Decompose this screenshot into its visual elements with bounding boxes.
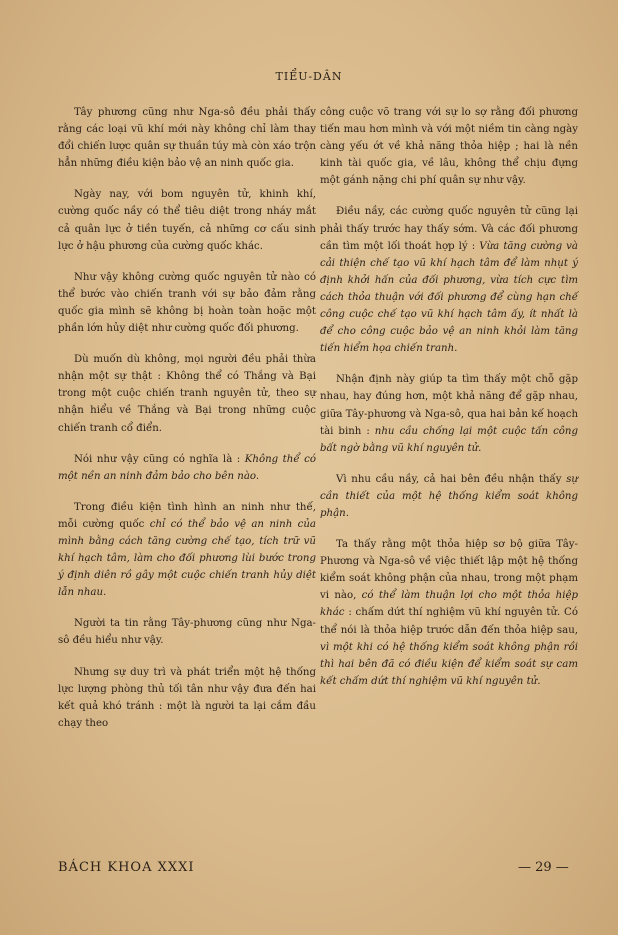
paragraph: [58, 499, 316, 602]
emphasis-text: sự cần thiết của một hệ thống kiểm soát không phận.: [320, 473, 578, 519]
body-text: Tây phương cũng như Nga-sô đều phải thấy rằng các loại vũ khí mới này không chỉ làm thay đổi chiến lược quân sự thuần túy mà còn xáo trộn hẳn những điều kiện bảo vệ an ninh quốc gia.: [58, 107, 316, 170]
left-column: [58, 104, 316, 746]
paragraph: [320, 371, 578, 456]
body-text: Điều nầy, các cường quốc nguyên tử cũng lại phải thấy trước hay thấy sớm. Và các đối phương cần tìm một lối thoát hợp lý :: [320, 206, 578, 252]
paragraph: [58, 351, 316, 436]
paragraph: [320, 471, 578, 522]
paragraph: [58, 615, 316, 649]
body-text: Dù muốn dù không, mọi người đều phải thừa nhận một sự thật : Không thể có Thắng và Bại trong một cuộc chiến tranh nguyên tử, theo sự nhận hiểu về Thắng và Bại trong những cuộc chiến tranh cổ điển.: [58, 354, 316, 434]
emphasis-text: chỉ có thể bảo vệ an ninh của mình bằng cách tăng cường chế tạo, tích trữ vũ khí hạch tâm, làm cho đối phương lùi bước trong ý định diên rồ gây một cuộc chiến tranh hủy diệt lẫn nhau.: [58, 518, 316, 599]
paragraph: [58, 451, 316, 485]
paragraph: [58, 664, 316, 732]
body-text: Người ta tin rằng Tây-phương cũng như Nga-sô đều hiểu như vậy.: [58, 618, 316, 647]
body-text: Ta thấy rằng một thỏa hiệp sơ bộ giữa Tây-Phương và Nga-sô về việc thiết lập một hệ thống kiểm soát không phận của nhau, trong một phạm vi nào,: [320, 539, 578, 602]
body-text: : chấm dứt thí nghiệm vũ khí nguyên tử. Có thể nói là thỏa hiệp trước dẫn đến thỏa hiệp sau,: [320, 607, 578, 636]
paragraph: [58, 104, 316, 172]
emphasis-text: nhu cầu chống lại một cuộc tấn công bất ngờ bằng vũ khí nguyên tử.: [320, 425, 578, 454]
body-text: Trong điều kiện tình hình an ninh như thế, mỗi cường quốc: [58, 501, 316, 530]
journal-name: BÁCH KHOA XXXI: [58, 860, 195, 875]
page-number: — 29 —: [518, 860, 569, 875]
body-text: Nói như vậy cũng có nghĩa là :: [74, 453, 245, 465]
body-text: Nhận định này giúp ta tìm thấy một chỗ gặp nhau, hay đúng hơn, một khả năng để gặp nhau, giữa Tây-phương và Nga-sô, qua hai bản kế hoạch tài binh :: [320, 374, 579, 437]
body-text: công cuộc võ trang với sự lo sợ rằng đối phương tiến mau hơn mình và với một niềm tin càng ngày càng yếu ớt về khả năng thỏa hiệp ; hai là nền kinh tài quốc gia, về lâu, không thể chịu đựng một gánh nặng chi phí quân sự như vậy.: [320, 107, 578, 187]
body-text: Ngày nay, với bom nguyên tử, khinh khí, cường quốc nầy có thể tiêu diệt trong nháy mắt cả quân lực ở tiền tuyến, cả những cơ cấu sinh lực ở hậu phương của cường quốc khác.: [58, 189, 316, 252]
paragraph: [320, 536, 578, 690]
emphasis-text: vì một khi có hệ thống kiểm soát không phận rồi thì hai bên đã có điều kiện để kiểm soát sự cam kết chấm dứt thí nghiệm vũ khí nguyên tử.: [320, 641, 578, 687]
body-text: Nhưng sự duy trì và phát triển một hệ thống lực lượng phòng thủ tối tân như vậy đưa đến hai kết quả khó tránh : một là người ta lại cắm đầu chạy theo: [58, 666, 316, 729]
right-column: [320, 104, 578, 704]
emphasis-text: Không thể có một nền an ninh đảm bảo cho bên nào.: [58, 453, 316, 482]
body-text: Vì nhu cầu nầy, cả hai bên đều nhận thấy: [336, 473, 567, 485]
paragraph: [320, 104, 578, 189]
emphasis-text: có thể làm thuận lợi cho một thỏa hiệp khác: [320, 590, 579, 619]
paragraph: [320, 203, 578, 357]
paragraph: [58, 186, 316, 254]
running-head: TIỂU-DÂN: [275, 70, 343, 83]
body-text: Như vậy không cường quốc nguyên tử nào có thể bước vào chiến tranh với sự bảo đảm rằng quốc gia mình sẽ không bị hoàn toàn hoặc một phần lớn hủy diệt như cường quốc đối phương.: [58, 271, 316, 335]
emphasis-text: Vừa tăng cường và cải thiện chế tạo vũ khí hạch tâm để làm nhụt ý định khởi hấn của đối phương, vừa tích cực tìm cách thỏa thuận với đối phương để cùng hạn chế công cuộc chế tạo vũ khí hạch tâm ấy, ít nhất là để cho công cuộc bảo vệ an ninh khỏi làm tăng tiến hiểm họa chiến tranh.: [320, 240, 578, 355]
paragraph: [58, 269, 316, 337]
